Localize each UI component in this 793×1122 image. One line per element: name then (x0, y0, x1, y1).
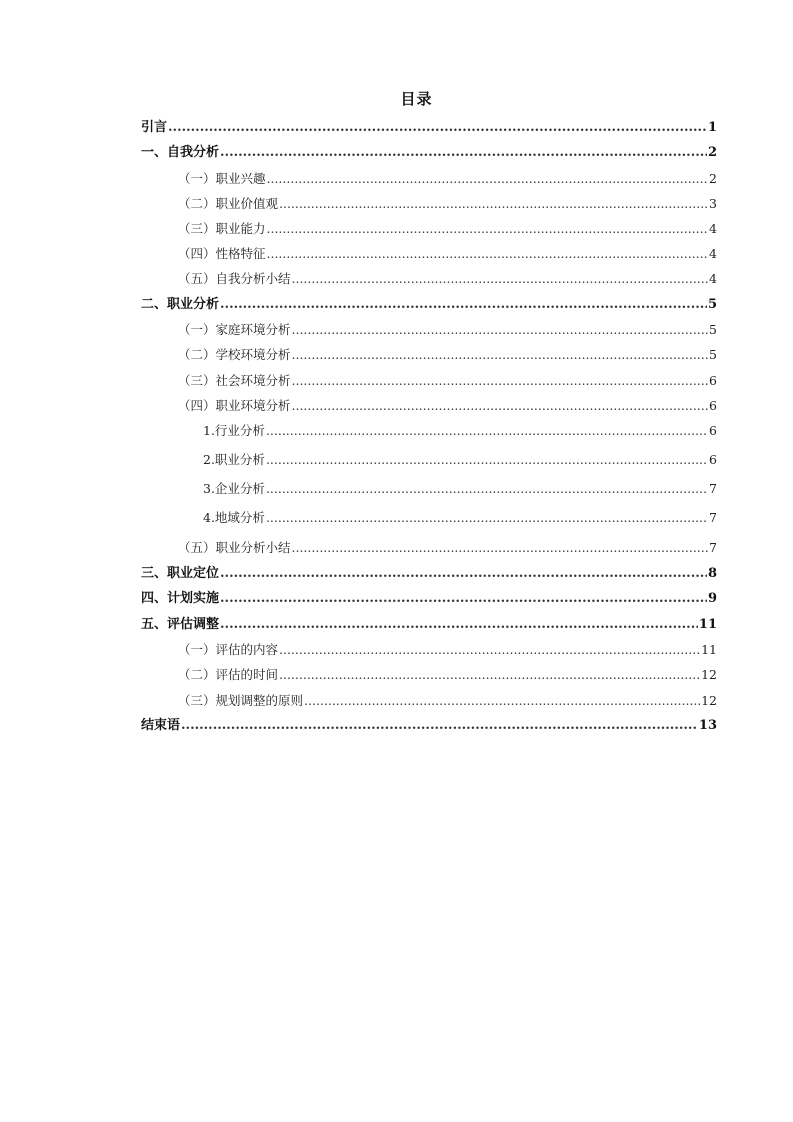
toc-dot-leader (292, 539, 709, 557)
toc-entry[interactable] (141, 144, 717, 162)
toc-entry[interactable] (178, 641, 717, 659)
toc-page-number: 12 (701, 693, 717, 708)
toc-entry[interactable] (203, 422, 717, 440)
toc-entry[interactable] (178, 539, 717, 557)
toc-entry-text: 1.行业分析 (203, 423, 265, 438)
toc-dot-leader (267, 245, 709, 263)
toc-page-number: 4 (709, 246, 717, 261)
toc-entry[interactable] (141, 296, 717, 314)
toc-page-number: 9 (707, 591, 717, 606)
toc-page-number: 6 (709, 423, 717, 438)
toc-entry-text: （二）评估的时间 (178, 667, 279, 682)
toc-entry-text: 二、职业分析 (141, 297, 220, 312)
toc-dot-leader (266, 509, 708, 527)
toc-entry[interactable] (178, 372, 717, 390)
toc-entry-text: （一）评估的内容 (178, 642, 279, 657)
toc-page-number: 2 (709, 171, 717, 186)
toc-entry-text: 引言 (141, 120, 168, 135)
toc-entry[interactable] (203, 451, 717, 469)
toc-page-number: 11 (701, 642, 717, 657)
toc-entry[interactable] (203, 480, 717, 498)
toc-entry-text: 五、评估调整 (141, 617, 220, 632)
toc-dot-leader (304, 692, 700, 710)
toc-entry-text: （三）社会环境分析 (178, 373, 291, 388)
toc-page-number: 6 (709, 398, 717, 413)
toc-page-number: 3 (709, 196, 717, 211)
toc-dot-leader (292, 372, 709, 390)
toc-entry[interactable] (141, 590, 717, 608)
toc-entry[interactable] (141, 717, 717, 735)
toc-entry[interactable] (203, 509, 717, 527)
toc-dot-leader (168, 119, 707, 137)
toc-dot-leader (292, 321, 709, 339)
toc-page-number: 2 (707, 145, 717, 160)
toc-page-number: 6 (709, 373, 717, 388)
toc-entry[interactable] (178, 220, 717, 238)
toc-entry-text: （二）职业价值观 (178, 196, 279, 211)
toc-dot-leader (220, 616, 698, 634)
toc-entry[interactable] (178, 270, 717, 288)
toc-page-number: 5 (707, 297, 717, 312)
toc-entry-text: （五）职业分析小结 (178, 540, 291, 555)
toc-entry[interactable] (178, 397, 717, 415)
toc-dot-leader (181, 717, 698, 735)
toc-entry[interactable] (178, 692, 717, 710)
toc-page-number: 1 (707, 120, 717, 135)
toc-entry[interactable] (141, 119, 717, 137)
toc-entry-text: 一、自我分析 (141, 145, 220, 160)
toc-dot-leader (266, 451, 708, 469)
toc-entry-text: （四）性格特征 (178, 246, 266, 261)
toc-page-number: 5 (709, 347, 717, 362)
toc-entry-text: （一）职业兴趣 (178, 171, 266, 186)
toc-entry-text: 结束语 (141, 718, 181, 733)
toc-dot-leader (266, 422, 708, 440)
toc-dot-leader (220, 590, 707, 608)
toc-entry[interactable] (141, 565, 717, 583)
toc-page-number: 7 (709, 510, 717, 525)
toc-entry[interactable] (141, 616, 717, 634)
toc-dot-leader (220, 565, 707, 583)
toc-title: 目录 (400, 90, 433, 108)
toc-dot-leader (267, 220, 709, 238)
toc-page-number: 6 (709, 452, 717, 467)
toc-page-number: 12 (701, 667, 717, 682)
toc-page-number: 5 (709, 322, 717, 337)
toc-page-number: 8 (707, 566, 717, 581)
toc-entry-text: 4.地域分析 (203, 510, 265, 525)
toc-dot-leader (267, 170, 709, 188)
toc-entry-text: （一）家庭环境分析 (178, 322, 291, 337)
toc-entry[interactable] (178, 170, 717, 188)
toc-page-number: 13 (698, 718, 717, 733)
toc-entry[interactable] (178, 321, 717, 339)
toc-dot-leader (279, 195, 708, 213)
toc-dot-leader (266, 480, 708, 498)
toc-entry-text: 四、计划实施 (141, 591, 220, 606)
toc-entry[interactable] (178, 666, 717, 684)
toc-entry-text: （五）自我分析小结 (178, 271, 291, 286)
toc-page-number: 7 (709, 481, 717, 496)
toc-dot-leader (279, 641, 700, 659)
toc-entry[interactable] (178, 346, 717, 364)
toc-entry[interactable] (178, 245, 717, 263)
toc-dot-leader (220, 296, 707, 314)
toc-entry-text: （三）职业能力 (178, 221, 266, 236)
toc-dot-leader (292, 270, 709, 288)
toc-entry-text: 3.企业分析 (203, 481, 265, 496)
toc-entry[interactable] (178, 195, 717, 213)
toc-entry-text: （三）规划调整的原则 (178, 693, 304, 708)
toc-dot-leader (279, 666, 700, 684)
toc-dot-leader (292, 346, 709, 364)
toc-page-number: 7 (709, 540, 717, 555)
toc-entry-text: （四）职业环境分析 (178, 398, 291, 413)
toc-page-number: 11 (698, 617, 717, 632)
toc-entry-text: 2.职业分析 (203, 452, 265, 467)
toc-dot-leader (292, 397, 709, 415)
toc-page-number: 4 (709, 221, 717, 236)
toc-dot-leader (220, 144, 707, 162)
toc-entry-text: （二）学校环境分析 (178, 347, 291, 362)
toc-entry-text: 三、职业定位 (141, 566, 220, 581)
toc-page-number: 4 (709, 271, 717, 286)
